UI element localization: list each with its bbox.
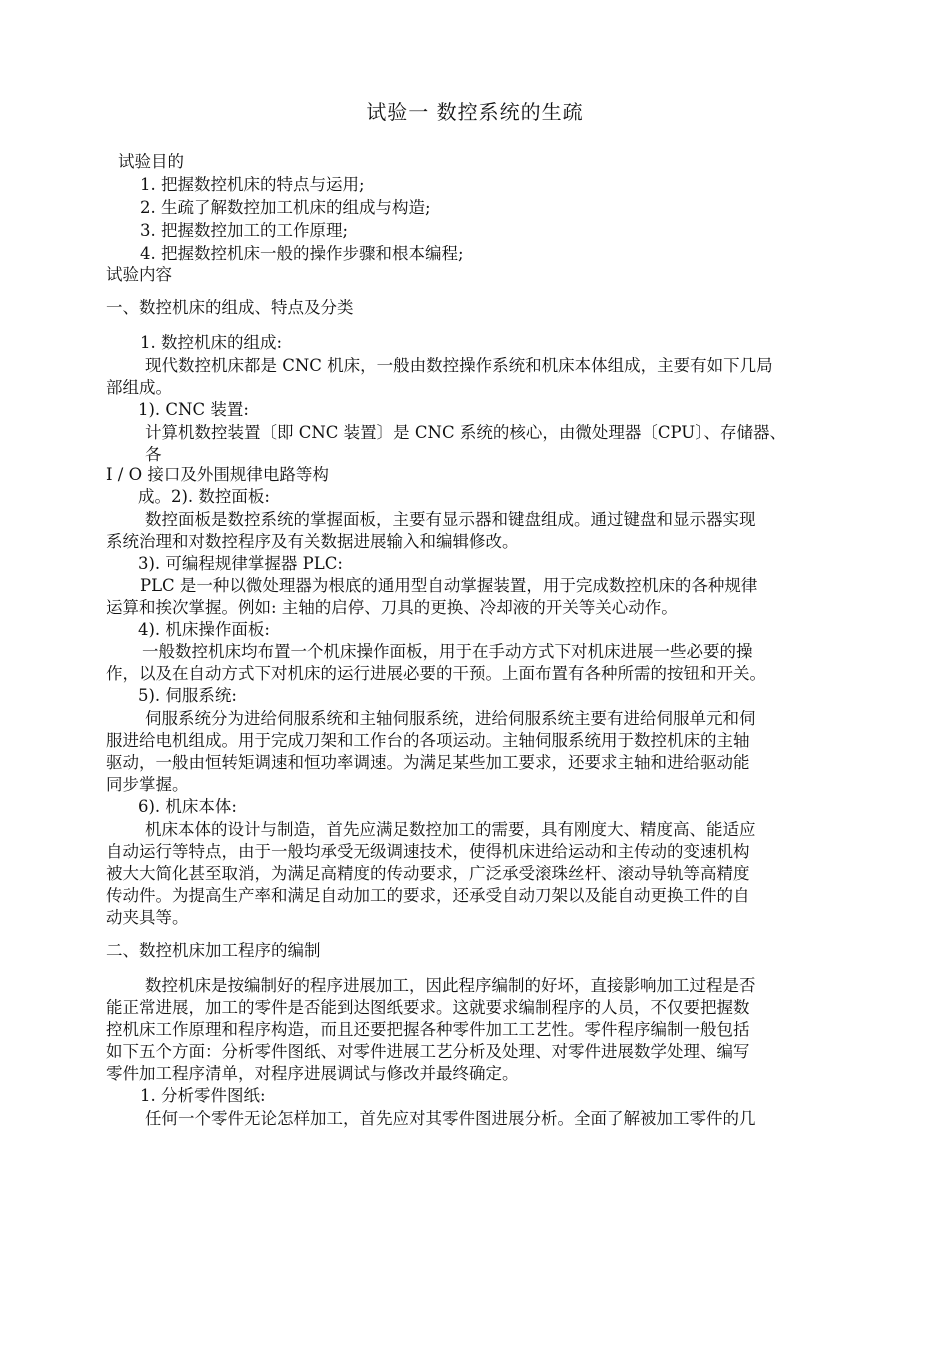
paragraph-line: 自动运行等特点，由于一般均承受无级调速技术，使得机床进给运动和主传动的变速机构 bbox=[106, 842, 750, 861]
paragraph-line: 机床本体的设计与制造，首先应满足数控加工的需要，具有刚度大、精度高、能适应 bbox=[145, 820, 756, 839]
paragraph-line: 服进给电机组成。用于完成刀架和工作台的各项运动。主轴伺服系统用于数控机床的主轴 bbox=[106, 731, 750, 750]
subheading: 6). 机床本体: bbox=[138, 797, 237, 816]
paragraph-line: 控机床工作原理和程序构造，而且还要把握各种零件加工工艺性。零件程序编制一般包括 bbox=[106, 1020, 750, 1039]
list-item: 4. 把握数控机床一般的操作步骤和根本编程; bbox=[140, 244, 464, 263]
section-heading-purpose: 试验目的 bbox=[118, 152, 184, 171]
paragraph-line: 各 bbox=[145, 445, 162, 464]
paragraph-line: 数控面板是数控系统的掌握面板，主要有显示器和键盘组成。通过键盘和显示器实现 bbox=[145, 510, 756, 529]
paragraph-line: PLC 是一种以微处理器为根底的通用型自动掌握装置，用于完成数控机床的各种规律 bbox=[140, 576, 758, 595]
paragraph-line: 能正常进展，加工的零件是否能到达图纸要求。这就要求编制程序的人员，不仅要把握数 bbox=[106, 998, 750, 1017]
subheading: 5). 伺服系统: bbox=[138, 686, 237, 705]
paragraph-line: 一般数控机床均布置一个机床操作面板，用于在手动方式下对机床进展一些必要的操 bbox=[142, 642, 753, 661]
subheading: 3). 可编程规律掌握器 PLC: bbox=[138, 554, 343, 573]
paragraph-line: 系统治理和对数控程序及有关数据进展输入和编辑修改。 bbox=[106, 532, 519, 551]
paragraph-line: 数控机床是按编制好的程序进展加工，因此程序编制的好坏，直接影响加工过程是否 bbox=[145, 976, 756, 995]
list-item: 3. 把握数控加工的工作原理; bbox=[140, 221, 349, 240]
page-title: 试验一 数控系统的生疏 bbox=[366, 100, 584, 124]
paragraph-line: 计算机数控装置〔即 CNC 装置〕是 CNC 系统的核心，由微处理器〔CPU〕、存储器、 bbox=[145, 423, 786, 442]
paragraph-line: 现代数控机床都是 CNC 机床，一般由数控操作系统和机床本体组成，主要有如下几局 bbox=[145, 356, 773, 375]
paragraph-line: 部组成。 bbox=[106, 378, 172, 397]
paragraph-line: 动夹具等。 bbox=[106, 908, 189, 927]
section-heading-2: 二、数控机床加工程序的编制 bbox=[106, 941, 321, 960]
paragraph-line: 被大大简化甚至取消，为满足高精度的传动要求，广泛承受滚珠丝杆、滚动导轨等高精度 bbox=[106, 864, 750, 883]
paragraph-line: 同步掌握。 bbox=[106, 775, 189, 794]
subheading: 1). CNC 装置: bbox=[138, 400, 249, 419]
paragraph-line: 作，以及在自动方式下对机床的运行进展必要的干预。上面布置有各种所需的按钮和开关。 bbox=[106, 664, 766, 683]
paragraph-line: 任何一个零件无论怎样加工，首先应对其零件图进展分析。全面了解被加工零件的几 bbox=[145, 1109, 756, 1128]
subheading: 1. 分析零件图纸: bbox=[140, 1086, 266, 1105]
section-heading-1: 一、数控机床的组成、特点及分类 bbox=[106, 298, 354, 317]
paragraph-line: 传动件。为提高生产率和满足自动加工的要求，还承受自动刀架以及能自动更换工件的自 bbox=[106, 886, 750, 905]
subheading: 1. 数控机床的组成: bbox=[140, 333, 283, 352]
paragraph-line: 运算和挨次掌握。例如: 主轴的启停、刀具的更换、冷却液的开关等关心动作。 bbox=[106, 598, 678, 617]
paragraph-line: 零件加工程序清单，对程序进展调试与修改并最终确定。 bbox=[106, 1064, 519, 1083]
paragraph-line: I / O 接口及外围规律电路等构 bbox=[106, 465, 329, 484]
paragraph-line: 伺服系统分为进给伺服系统和主轴伺服系统，进给伺服系统主要有进给伺服单元和伺 bbox=[145, 709, 756, 728]
paragraph-line: 驱动，一般由恒转矩调速和恒功率调速。为满足某些加工要求，还要求主轴和进给驱动能 bbox=[106, 753, 750, 772]
list-item: 2. 生疏了解数控加工机床的组成与构造; bbox=[140, 198, 431, 217]
paragraph-line: 如下五个方面：分析零件图纸、对零件进展工艺分析及处理、对零件进展数学处理、编写 bbox=[106, 1042, 750, 1061]
section-heading-content: 试验内容 bbox=[106, 265, 172, 284]
paragraph-line: 成。2). 数控面板: bbox=[138, 487, 270, 506]
list-item: 1. 把握数控机床的特点与运用; bbox=[140, 175, 365, 194]
subheading: 4). 机床操作面板: bbox=[138, 620, 270, 639]
